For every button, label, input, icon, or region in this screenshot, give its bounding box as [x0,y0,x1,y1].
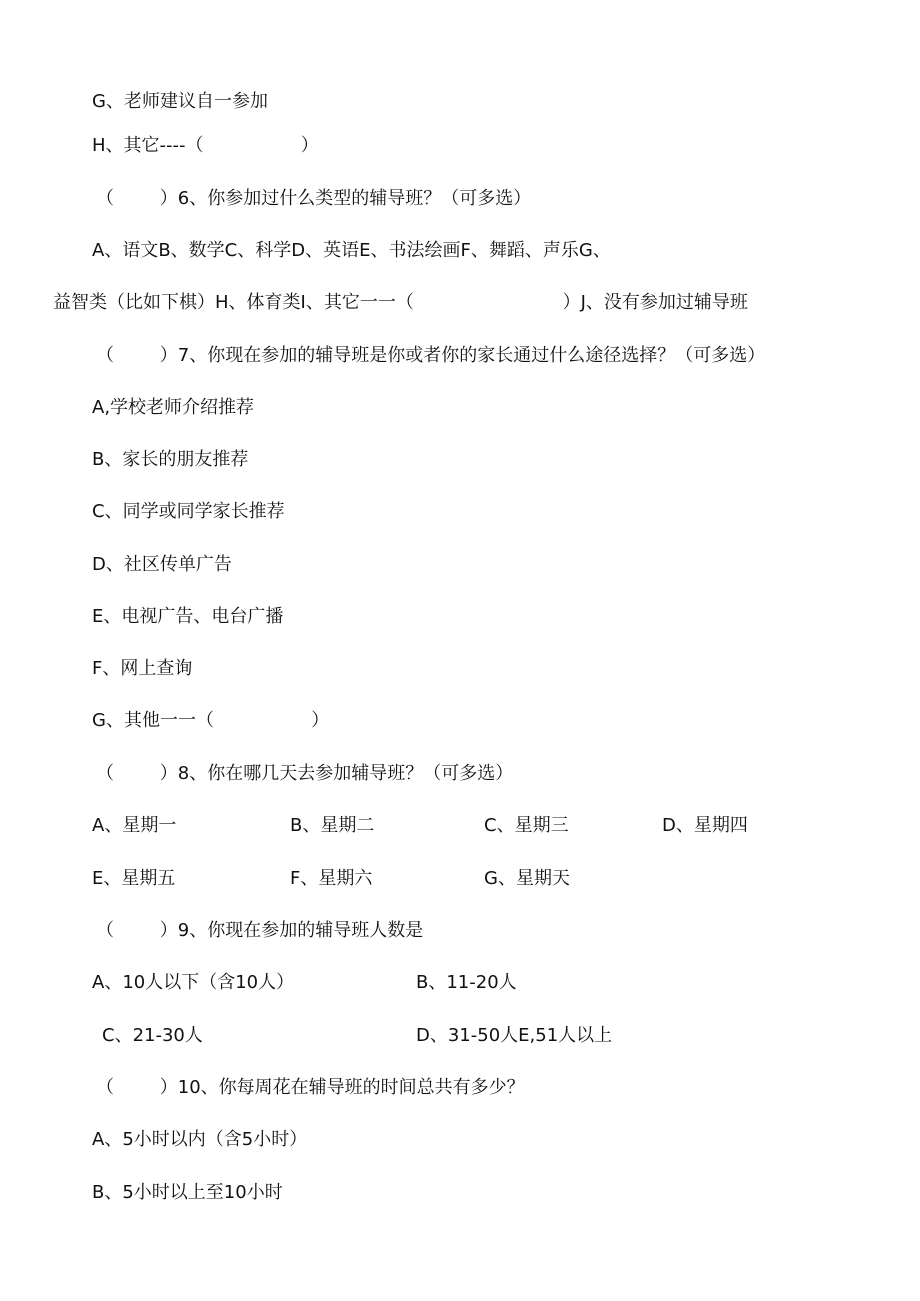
q7-option-a: A,学校老师介绍推荐 [92,397,255,418]
q7-option-d: D、社区传单广告 [92,554,232,575]
q9-option-a: A、10人以下（含10人） [92,972,295,993]
question-9: （ ）9、你现在参加的辅导班人数是 [96,920,424,941]
q8-option-a: A、星期一 [92,815,177,836]
q7-option-b: B、家长的朋友推荐 [92,449,249,470]
q10-option-a: A、5小时以内（含5小时） [92,1129,308,1150]
q5-option-h: H、其它----（ ） [92,135,319,156]
q7-option-f: F、网上查询 [92,658,193,679]
q7-option-e: E、电视广告、电台广播 [92,606,284,627]
q5-option-g: G、老师建议自一参加 [92,91,268,112]
question-10: （ ）10、你每周花在辅导班的时间总共有多少？ [96,1077,525,1098]
q9-option-b: B、11-20人 [416,972,517,993]
q8-option-f: F、星期六 [290,868,373,889]
question-8: （ ）8、你在哪几天去参加辅导班？（可多选） [96,763,514,784]
q7-option-g: G、其他一一（ ） [92,710,330,731]
q6-options-line-2: 益智类（比如下棋）H、体育类I、其它一一（ ）J、没有参加过辅导班 [53,292,748,313]
question-6: （ ）6、你参加过什么类型的辅导班？（可多选） [96,188,532,209]
q8-option-c: C、星期三 [484,815,569,836]
q9-option-d-e: D、31-50人E,51人以上 [416,1025,613,1046]
q10-option-b: B、5小时以上至10小时 [92,1182,283,1203]
q8-option-g: G、星期天 [484,868,570,889]
q7-option-c: C、同学或同学家长推荐 [92,501,285,522]
q8-option-d: D、星期四 [662,815,748,836]
q8-option-e: E、星期五 [92,868,176,889]
q9-option-c: C、21-30人 [102,1025,203,1046]
q6-options-line-1: A、语文B、数学C、科学D、英语E、书法绘画F、舞蹈、声乐G、 [92,240,611,261]
question-7: （ ）7、你现在参加的辅导班是你或者你的家长通过什么途径选择？（可多选） [96,345,766,366]
q8-option-b: B、星期二 [290,815,375,836]
